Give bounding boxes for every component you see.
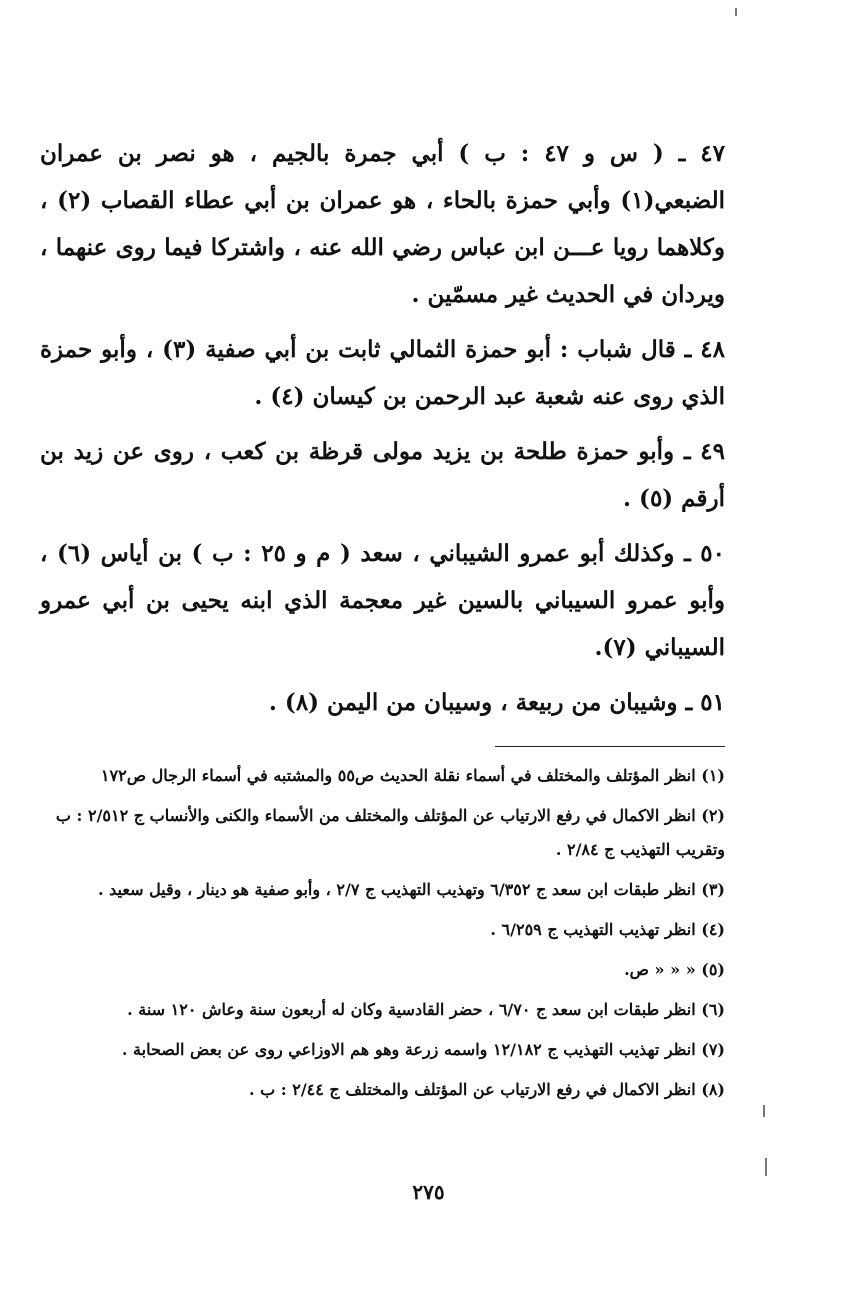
footnotes <box>40 759 725 1107</box>
footnote-divider <box>495 746 725 747</box>
footnote-4: (٤) انظر تهذيب التهذيب ج ٦/٢٥٩ . <box>490 920 725 939</box>
entry-48: ٤٨ ـ قال شباب : أبو حمزة الثمالي ثابت بن أبي صفية (٣) ، وأبو حمزة الذي روى عنه شعبة عبد الرحمن بن كيسان (٤) . <box>40 336 725 410</box>
footnote-1: (١) انظر المؤتلف والمختلف في أسماء نقلة الحديث ص٥٥ والمشتبه في أسماء الرجال ص١٧٢ <box>100 766 725 785</box>
footnote-7: (٧) انظر تهذيب التهذيب ج ١٢/١٨٢ واسمه زرعة وهو هم الاوزاعي روى عن بعض الصحابة . <box>121 1040 725 1059</box>
footnote-8: (٨) انظر الاكمال في رفع الارتياب عن المؤتلف والمختلف ج ٢/٤٤ : ب . <box>248 1080 725 1099</box>
page-number: ٢٧٥ <box>412 1180 445 1204</box>
footnote-2: (٢) انظر الاكمال في رفع الارتياب عن المؤتلف والمختلف من الأسماء والكنى والأنساب ج ٢/٥١٢ : ب وتقريب التهذيب ج ٢/٨٤ . <box>55 806 725 859</box>
footnote-6: (٦) انظر طبقات ابن سعد ج ٦/٧٠ ، حضر القادسية وكان له أربعون سنة وعاش ١٢٠ سنة . <box>127 1000 725 1019</box>
footnote-5: (٥) « « « ص. <box>624 960 725 979</box>
scan-mark <box>765 1158 767 1176</box>
scan-mark <box>735 8 737 16</box>
entry-47: ٤٧ ـ ( س و ٤٧ : ب ) أبي جمرة بالجيم ، هو نصر بن عمران الضبعي(١) وأبي حمزة بالحاء ، هو عمران بن أبي عطاء القصاب (٢) ، وكلاهما رويا عـــن ابن عباس رضي الله عنه ، واشتركا فيما روى عنهما ، ويردان في الحديث غير مسمّين . <box>40 140 725 308</box>
entry-51: ٥١ ـ وشيبان من ربيعة ، وسيبان من اليمن (٨) . <box>268 689 725 716</box>
footnote-3: (٣) انظر طبقات ابن سعد ج ٦/٣٥٢ وتهذيب التهذيب ج ٢/٧ ، وأبو صفية هو دينار ، وقيل سعيد . <box>98 880 725 899</box>
entry-49: ٤٩ ـ وأبو حمزة طلحة بن يزيد مولى قرظة بن كعب ، روى عن زيد بن أرقم (٥) . <box>40 438 725 512</box>
main-text <box>40 130 725 726</box>
entry-50: ٥٠ ـ وكذلك أبو عمرو الشيباني ، سعد ( م و ٢٥ : ب ) بن أياس (٦) ، وأبو عمرو السيباني بالسين غير معجمة الذي ابنه يحيى بن أبي عمرو السيباني (٧). <box>40 540 725 661</box>
scan-mark <box>763 1105 765 1117</box>
page-body <box>40 130 725 1113</box>
